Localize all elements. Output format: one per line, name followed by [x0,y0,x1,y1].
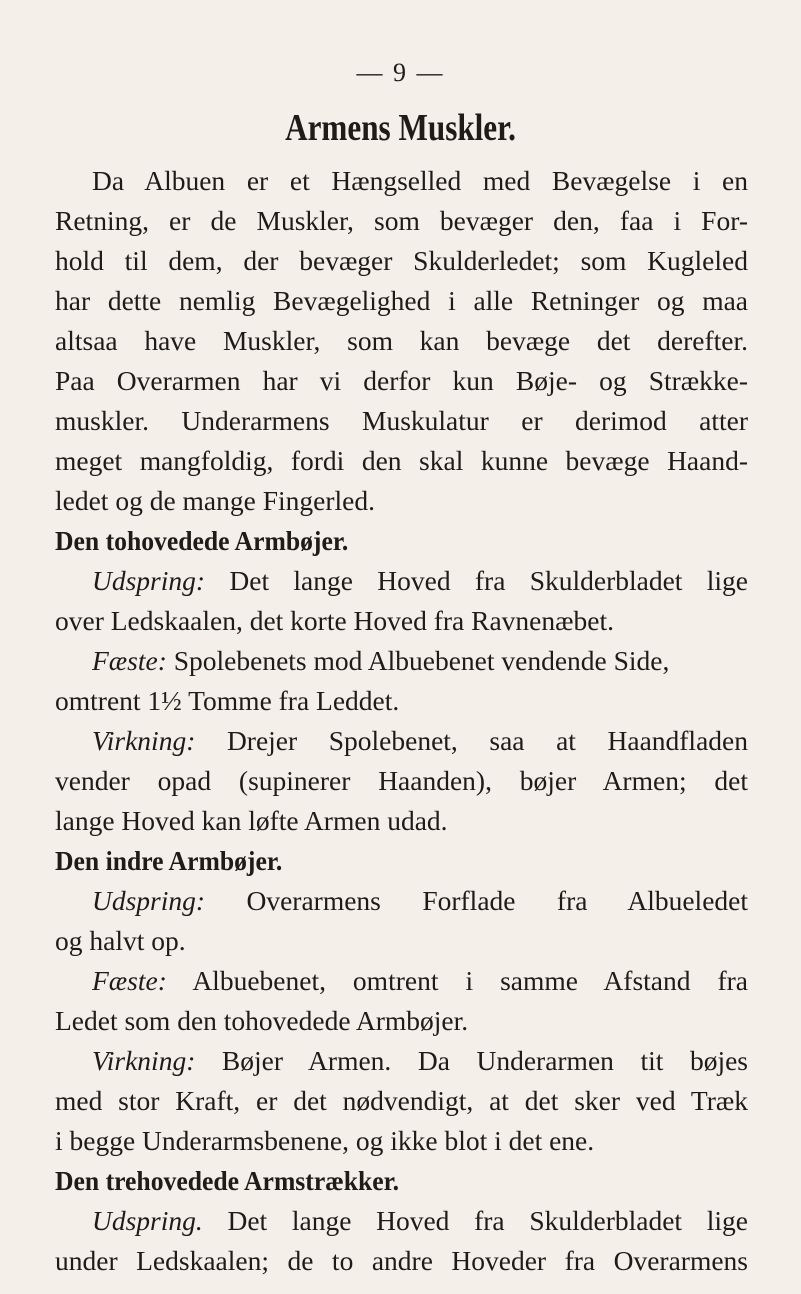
udspring-line [92,1201,748,1241]
text-line: med stor Kraft, er det nødvendigt, at det sker ved Træk [55,1085,748,1116]
text-line: Ledet som den tohovedede Armbøjer. [55,1005,469,1036]
text-line: vender opad (supinerer Haanden), bøjer Armen; det [55,765,748,796]
virkning-text: Drejer Spolebenet, saa at Haandfladen [195,725,748,756]
udspring-text: Det lange Hoved fra Skulderbladet lige [205,565,748,596]
text-line: har dette nemlig Bevægelighed i alle Retninger og maa [55,285,748,316]
udspring-text: Overarmens Forflade fra Albueledet [205,885,748,916]
text-line: over Ledskaalen, det korte Hoved fra Ravnenæbet. [55,605,614,636]
page-title: Armens Muskler. [285,107,516,149]
section-heading [55,1161,748,1201]
virkning-line [92,721,748,761]
udspring-label: Udspring: [92,565,206,596]
virkning-label: Virkning: [92,725,196,756]
text-line: meget mangfoldig, fordi den skal kunne bevæge Haand- [55,445,748,476]
text-line: lange Hoved kan løfte Armen udad. [55,805,448,836]
text-line: muskler. Underarmens Muskulatur er derimod atter [55,405,748,436]
text-line: Paa Overarmen har vi derfor kun Bøje- og Strække- [55,365,748,396]
text-line: i begge Underarmsbenene, og ikke blot i det ene. [55,1125,595,1156]
faeste-text: Albuebenet, omtrent i samme Afstand fra [166,965,748,996]
page-number: — 9 — [356,58,445,87]
muscle-name: Den trehovedede Armstrækker. [55,1166,400,1196]
udspring-text: Det lange Hoved fra Skulderbladet lige [202,1205,748,1236]
faeste-label: Fæste: [92,965,167,996]
text-line: og halvt op. [55,925,186,956]
text-line: omtrent 1½ Tomme fra Leddet. [55,685,400,716]
muscle-name: Den indre Armbøjer. [55,846,283,876]
section-heading [55,841,748,881]
muscle-name: Den tohovedede Armbøjer. [55,526,349,556]
faeste-line [92,961,748,1001]
text-line: Da Albuen er et Hængselled med Bevægelse i en [92,165,748,196]
faeste-label: Fæste: [92,645,167,676]
faeste-line [92,641,748,681]
text-line: altsaa have Muskler, som kan bevæge det derefter. [55,325,748,356]
udspring-line [92,881,748,921]
faeste-text: Spolebenets mod Albuebenet vendende Side, [166,645,670,676]
section-heading [55,521,748,561]
virkning-line [92,1041,748,1081]
text-line: under Ledskaalen; de to andre Hoveder fra Overarmens [55,1245,748,1276]
virkning-label: Virkning: [92,1045,196,1076]
text-line: hold til dem, der bevæger Skulderledet; som Kugleled [55,245,748,276]
text-line: ledet og de mange Fingerled. [55,485,375,516]
udspring-label: Udspring. [92,1205,203,1236]
text-line: Retning, er de Muskler, som bevæger den, faa i For- [55,205,748,236]
udspring-line [92,561,748,601]
udspring-label: Udspring: [92,885,206,916]
virkning-text: Bøjer Armen. Da Underarmen tit bøjes [195,1045,748,1076]
